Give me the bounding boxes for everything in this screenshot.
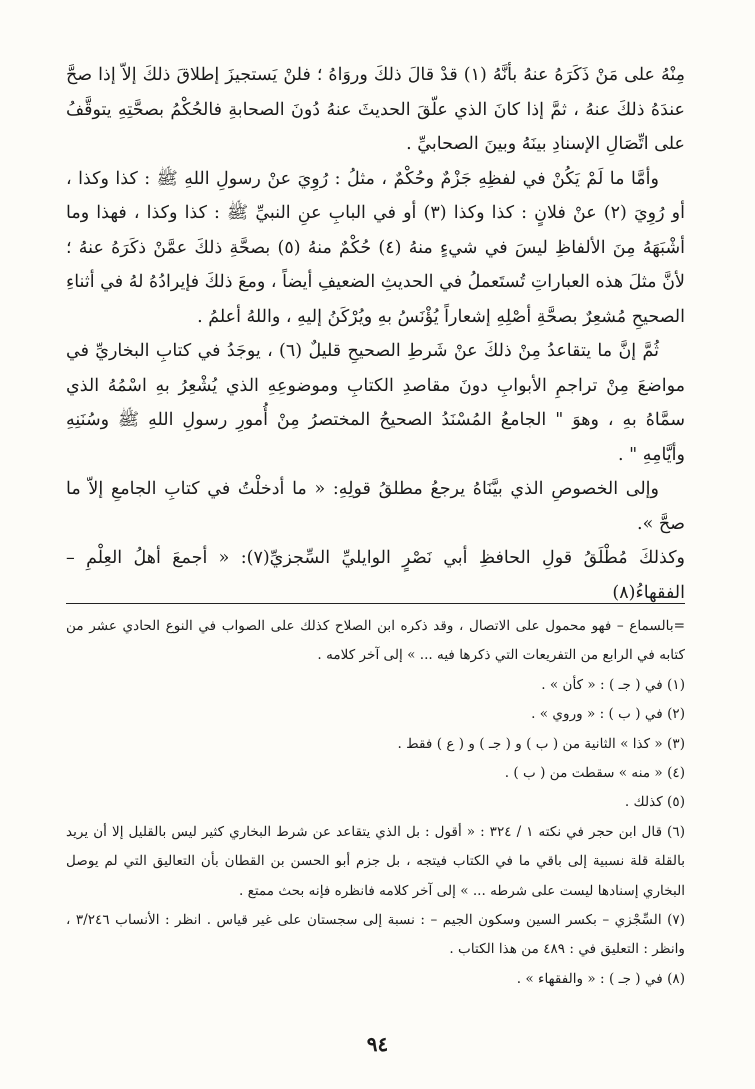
footnote-4: (٤) « منه » سقطت من ( ب ) .	[504, 765, 685, 782]
page-number: ٩٤	[366, 1032, 389, 1056]
footnote-1: (١) في ( جـ ) : « كأن » .	[541, 676, 685, 693]
paragraph-4: وإلى الخصوصِ الذي بيَّنَاهُ يرجعُ مطلقُ قولِهِ: « ما أدخلْتُ في كتابِ الجامعِ إلاّ ما صحَّ ».	[66, 479, 685, 534]
footnote-5: (٥) كذلك .	[624, 794, 685, 811]
footnote-3: (٣) « كذا » الثانية من ( ب ) و ( جـ ) و ( ع ) فقط .	[397, 735, 685, 752]
footnote-8: (٨) في ( جـ ) : « والفقهاء » .	[516, 970, 685, 987]
main-text	[66, 58, 685, 610]
paragraph-5: وكذلكَ مُطْلَقُ قولِ الحافظِ أبي نَصْرٍ الوايليِّ السِّجزيِّ(٧): « أجمعَ أهلُ العِلْمِ – الفقهاءُ(٨)	[66, 548, 685, 603]
footnotes	[66, 612, 685, 994]
footnote-continuation: =بالسماع – فهو محمول على الاتصال ، وقد ذكره ابن الصلاح كذلك على الصواب في النوع الحادي عشر من كتابه في الرابع من التفريعات التي ذكرها فيه ... » إلى آخر كلامه .	[66, 618, 685, 664]
footnote-7: (٧) السِّجْزي – بكسر السين وسكون الجيم – : نسبة إلى سجستان على غير قياس . انظر : الأنساب ٣/٢٤٦ ، وانظر : التعليق في : ٤٨٩ من هذا الكتاب .	[66, 912, 686, 958]
paragraph-2: وأمَّا ما لَمْ يَكُنْ في لفظِهِ جَزْمٌ وحُكْمٌ ، مثلُ : رُوِيَ عنْ رسولِ اللهِ ﷺ : كذا وكذا ، أو رُوِيَ (٢) عنْ فلانٍ : كذا وكذا (٣) أو في البابِ عنِ النبيِّ ﷺ : كذا وكذا ، فهذا وما أشْبَهَهُ مِنَ الألفاظِ ليسَ في شيءٍ منهُ (٤) حُكْمٌ منهُ (٥) بصحَّةِ ذلكَ عمَّنْ ذكَرَهُ عنهُ ؛ لأنَّ مثلَ هذه العباراتِ تُستَعملُ في الحديثِ الضعيفِ أيضاً ، ومعَ ذلكَ فإيرادُهُ لهُ في أثناءِ الصحيحِ مُشعِرٌ بصحَّةِ أصْلِهِ إشعاراً يُؤْنَسُ بهِ ويُرْكَنُ إليهِ ، واللهُ أعلمُ .	[66, 168, 685, 327]
footnote-separator	[66, 603, 685, 604]
footnote-2: (٢) في ( ب ) : « وروي » .	[531, 706, 685, 723]
paragraph-1: مِنْهُ على مَنْ ذَكَرَهُ عنهُ بأنَّهُ (١) قدْ قالَ ذلكَ وروَاهُ ؛ فلنْ يَستجيزَ إطلاقَ ذلكَ إلاّ إذا صحَّ عندَهُ ذلكَ عنهُ ، ثمَّ إذا كانَ الذي علّقَ الحديثَ عنهُ دُونَ الصحابةِ فالحُكْمُ بصحَّتِهِ يتوقَّفُ على اتِّصَالِ الإسنادِ بينَهُ وبينَ الصحابيِّ .	[66, 65, 685, 154]
footnote-6: (٦) قال ابن حجر في نكته ١ / ٣٢٤ : « أقول : بل الذي يتقاعد عن شرط البخاري كثير ليس بالقليل إلا أن يريد بالقلة قلة نسبية إلى باقي ما في الكتاب فيتجه ، بل جزم أبو الحسن بن القطان بأن التعاليق التي لم يوصل البخاري إسنادها ليست على شرطه ... » إلى آخر كلامه فانظره فإنه بحث ممتع .	[66, 823, 685, 899]
paragraph-3: ثُمَّ إنَّ ما يتقاعدُ مِنْ ذلكَ عنْ شَرطِ الصحيحِ قليلٌ (٦) ، يوجَدُ في كتابِ البخاريِّ في مواضعَ مِنْ تراجمِ الأبوابِ دونَ مقاصدِ الكتابِ وموضوعِهِ الذي يُشْعِرُ بهِ اسْمُهُ الذي سمَّاهُ بهِ ، وهوَ " الجامعُ المُسْنَدُ الصحيحُ المختصرُ مِنْ أُمورِ رسولِ اللهِ ﷺ وسُنَنِهِ وأيَّامِهِ " .	[66, 341, 685, 465]
